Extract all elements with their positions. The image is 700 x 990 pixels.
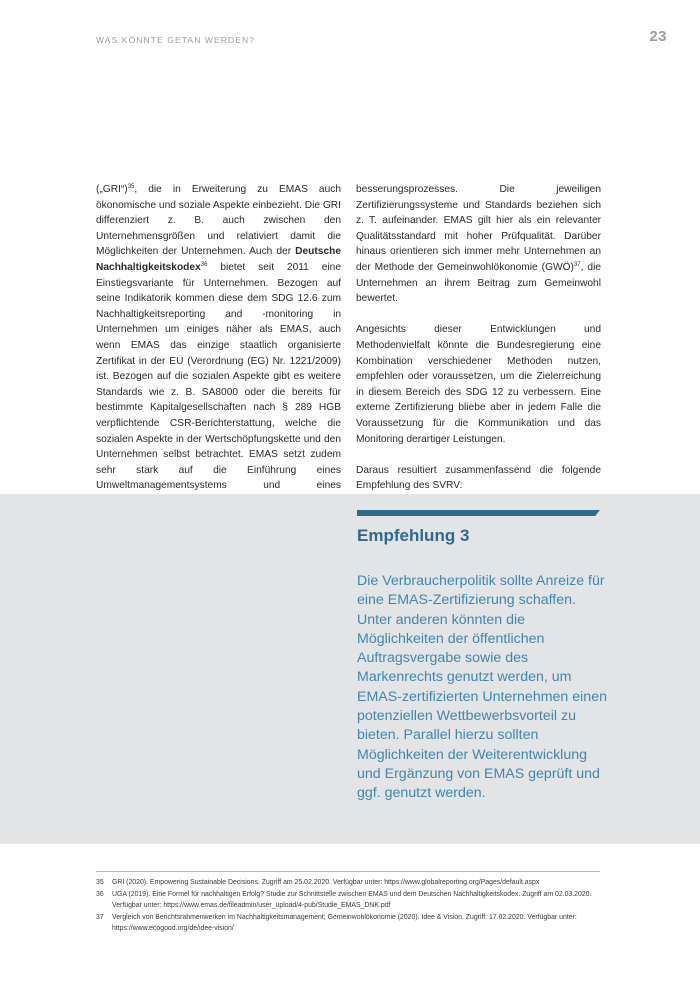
left-column <box>96 182 341 509</box>
text-run: („GRI“) <box>96 184 128 195</box>
left-paragraph-1 <box>96 182 341 509</box>
right-paragraph-1 <box>356 182 601 307</box>
footnote-number: 36 <box>96 891 104 898</box>
footnote-text: UGA (2019). Eine Formel für nachhaltigen Erfolg? Studie zur Schnittstelle zwischen EMAS und dem Deutschen Nachhaltigkeitskodex. Zugriff am 02.03.2020. Verfügbar unter: https://www.emas.de/fileadmin/user_upload/4-pub/Studie_EMAS_DNK.pdf <box>112 891 592 909</box>
footnote-divider <box>96 871 600 872</box>
footnote-number: 35 <box>96 879 104 886</box>
page-number: 23 <box>649 28 667 45</box>
text-run: , die Unternehmen an ihrem Beitrag zum Gemeinwohl bewertet. <box>356 261 601 305</box>
footnote-ref-36[interactable]: 36 <box>200 261 208 268</box>
running-title: WAS KÖNNTE GETAN WERDEN? <box>96 35 256 45</box>
recommendation-accent-bar <box>357 510 600 516</box>
footnote-number: 37 <box>96 914 104 921</box>
footnote-35 <box>96 877 606 888</box>
text-run: , die in Erweiterung zu EMAS auch ökonomische und soziale Aspekte einbezieht. Die GRI differenziert z. B. auch zwischen den Unternehmensgrößen und relativiert damit die Möglichkeiten der Unternehmen. Auch der <box>96 184 341 258</box>
right-paragraph-2: Angesichts dieser Entwicklungen und Methodenvielfalt könnte die Bundesregierung eine Kombination verschiedener Methoden nutzen, empfehlen oder voraussetzen, um die Zielerreichung in diesem Bereich des SDG 12 zu verbessern. Eine externe Zertifizierung bliebe aber in jedem Falle die Voraussetzung für die Kommunikation und das Monitoring derartiger Leistungen. <box>356 324 601 445</box>
footnote-ref-37[interactable]: 37 <box>573 261 581 268</box>
recommendation-box <box>0 494 700 844</box>
recommendation-text: Die Verbraucherpolitik sollte Anreize für eine EMAS-Zertifizierung schaffen. Unter anderen könnten die Möglichkeiten der öffentlichen Auftragsvergabe sowie des Markenrechts genutzt werden, um EMAS-zertifizierten Unternehmen einen potenziellen Wettbewerbsvorteil zu bieten. Parallel hierzu sollten Möglichkeiten der Weiterentwicklung und Ergänzung von EMAS geprüft und ggf. genutzt werden. <box>357 573 607 802</box>
footnote-36 <box>96 889 606 911</box>
recommendation-title: Empfehlung 3 <box>357 526 470 545</box>
footnote-text: Vergleich von Berichtsrahmenwerken im Nachhaltigkeitsmanagement; Gemeinwohlökonomie (2020). Idee & Vision. Zugriff: 17.02.2020. Verfügbar unter: https://www.ecogood.org/de/idee-vision/ <box>112 914 577 932</box>
footnote-ref-35[interactable]: 35 <box>127 184 135 190</box>
footnotes <box>96 877 606 935</box>
text-run: besserungsprozesses. Die jeweiligen Zertifizierungssysteme und Standards beziehen sich z. T. aufeinander. EMAS gilt hier als ein relevanter Qualitätsstandard mit hoher Prüfqualität. Darüber hinaus orientieren sich immer mehr Unternehmen an der Methode der Gemeinwohlökonomie (GWÖ) <box>356 184 601 273</box>
footnote-text: GRI (2020). Empowering Sustainable Decisions. Zugriff am 25.02.2020. Verfügbar unter: https://www.globalreporting.org/Pages/default.aspx <box>112 879 540 886</box>
right-paragraph-3: Daraus resultiert zusammenfassend die folgende Empfehlung des SVRV: <box>356 464 601 492</box>
footnote-37 <box>96 912 606 934</box>
bold-term: Deutsche Nachhaltigkeitskodex <box>96 246 341 273</box>
text-run: bietet seit 2011 eine Einstiegsvariante für Unternehmen. Bezogen auf seine Indikatorik kommen diese dem SDG 12.6 zum Nachhaltigkeitsreporting and -monitoring in Unternehmen um einiges näher als EMAS, auch wenn EMAS das einzige staatlich organisierte Zertifikat in der EU (Verordnung (EG) Nr. 1221/2009) ist. Bezogen auf die sozialen Aspekte gibt es weitere Standards wie z. B. SA8000 oder die bereits für bestimmte Kapitalgesellschaften nach § 289 HGB verpflichtende CSR-Berichterstattung, welche die sozialen Aspekte in der Wertschöpfungskette und den Unternehmen selbst betrachtet. EMAS setzt zudem sehr stark auf die Einführung eines Umweltmanagementsystems und eines <box>96 261 341 492</box>
right-column <box>356 182 601 494</box>
